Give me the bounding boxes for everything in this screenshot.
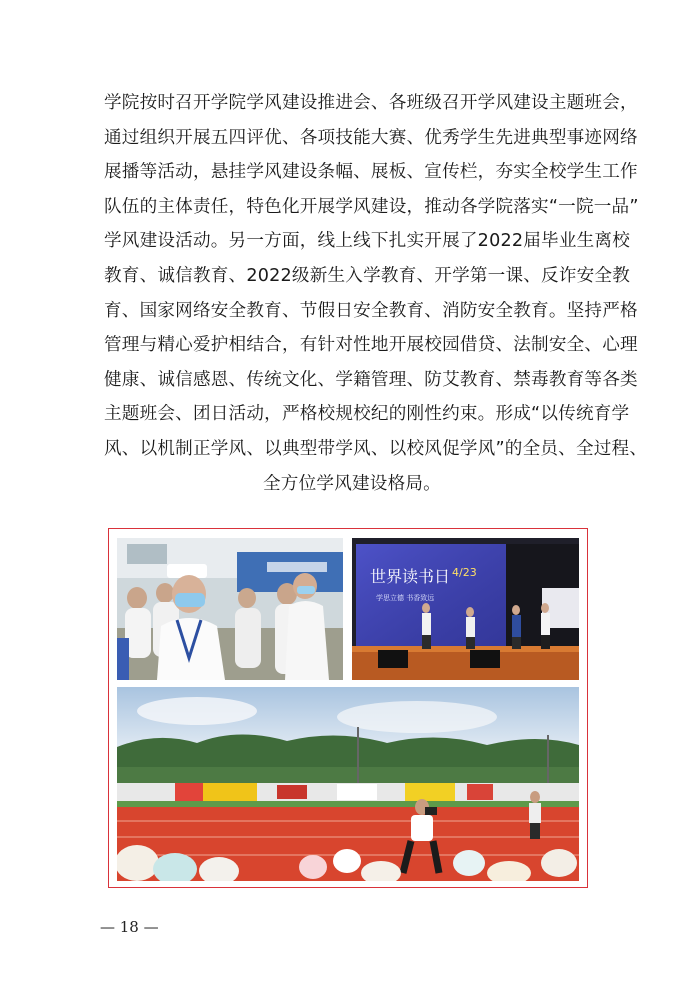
nursing-ceremony-photo <box>117 538 343 680</box>
paragraph-line: 展播等活动，悬挂学风建设条幅、展板、宣传栏，夯实全校学生工作 <box>104 162 638 183</box>
stage-banner-title: 世界读书日 <box>370 567 451 586</box>
body-paragraph <box>104 86 648 501</box>
book-day-stage-photo <box>352 538 579 680</box>
sports-field-photo <box>117 687 579 881</box>
stage-date: 4/23 <box>452 566 477 579</box>
stage-subtitle: 学思立德 书香致远 <box>376 594 435 602</box>
paragraph-line: 主题班会、团日活动，严格校规校纪的刚性约束。形成“以传统育学 <box>104 404 630 425</box>
paragraph-line: 风、以机制正学风、以典型带学风、以校风促学风”的全员、全过程、 <box>104 438 648 459</box>
photo-collage-frame <box>108 528 588 888</box>
paragraph-line: 学院按时召开学院学风建设推进会、各班级召开学风建设主题班会， <box>104 93 638 113</box>
paragraph-line: 健康、诚信感恩、传统文化、学籍管理、防艾教育、禁毒教育等各类 <box>104 369 638 390</box>
paragraph-line: 管理与精心爱护相结合，有针对性地开展校园借贷、法制安全、心理 <box>104 335 638 356</box>
paragraph-line: 全方位学风建设格局。 <box>263 473 441 494</box>
paragraph-line: 育、国家网络安全教育、节假日安全教育、消防安全教育。坚持严格 <box>104 300 638 321</box>
paragraph-line: 通过组织开展五四评优、各项技能大赛、优秀学生先进典型事迹网络 <box>104 127 638 148</box>
paragraph-line: 教育、诚信教育、2022级新生入学教育、开学第一课、反诈安全教 <box>104 265 631 286</box>
page-number: — 18 — <box>100 918 159 936</box>
paragraph-line: 队伍的主体责任，特色化开展学风建设，推动各学院落实“一院一品” <box>104 196 639 217</box>
paragraph-line: 学风建设活动。另一方面，线上线下扎实开展了2022届毕业生离校 <box>104 231 631 252</box>
